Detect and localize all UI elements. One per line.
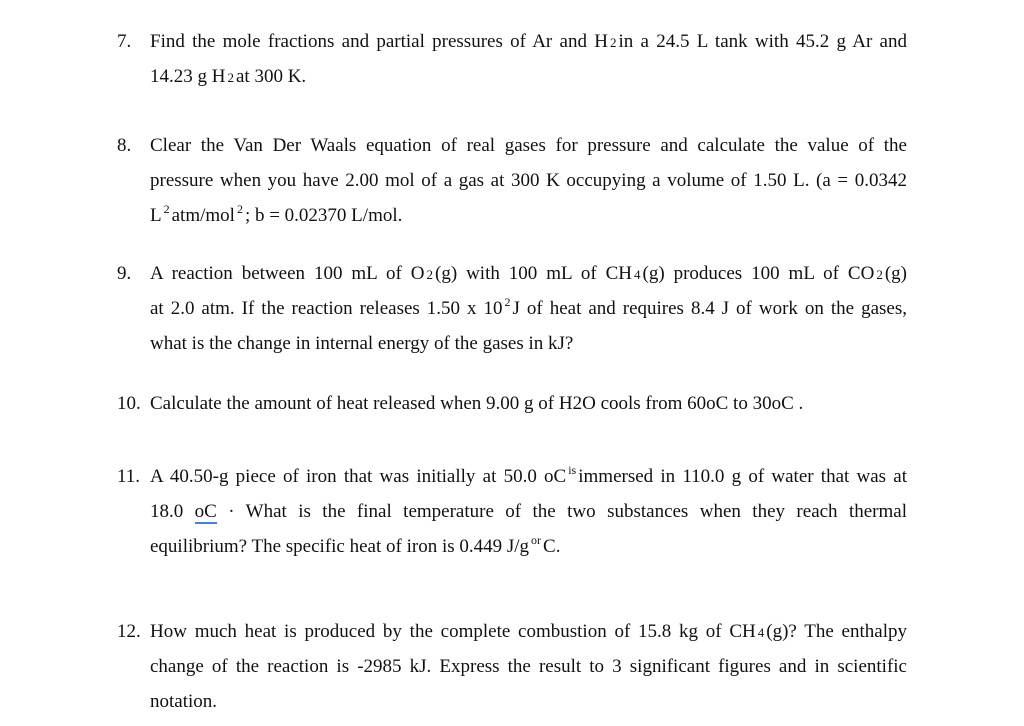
question-line: Clear the Van Der Waals equation of real gases for pressure and calculate the value of the [150, 135, 907, 156]
question-number: 10. [117, 393, 141, 414]
question-line: A reaction between 100 mL of O 2 (g) with 100 mL of CH 4 (g) produces 100 mL of CO 2 (g) [150, 263, 907, 284]
question-line: A 40.50-g piece of iron that was initially at 50.0 oC $^{is}$ immersed in 110.0 g of water that was at [150, 463, 907, 487]
question-7 [117, 31, 907, 101]
question-line: at 2.0 atm. If the reaction releases 1.50 x 10 $^2$ J of heat and requires 8.4 J of work on the gases, [150, 295, 907, 319]
question-line: 14.23 g H 2 at 300 K. [150, 66, 307, 87]
question-line: Calculate the amount of heat released when 9.00 g of H2O cools from 60oC to 30oC . [150, 393, 804, 414]
question-8 [117, 135, 907, 240]
question-11 [117, 463, 907, 571]
question-12 [117, 621, 907, 726]
question-line: what is the change in internal energy of the gases in kJ? [150, 333, 574, 354]
question-number: 8. [117, 135, 132, 156]
question-number: 7. [117, 31, 132, 52]
question-line: notation. [150, 691, 218, 712]
question-number: 9. [117, 263, 132, 284]
question-line: L $^2$ atm/mol $^2$ ; b = 0.02370 L/mol. [150, 202, 403, 226]
spellcheck-underline: oC [194, 501, 217, 522]
question-line: Find the mole fractions and partial pressures of Ar and H 2 in a 24.5 L tank with 45.2 g Ar and [150, 31, 907, 52]
question-line: equilibrium? The specific heat of iron is 0.449 J/g $^{or}$ C. [150, 533, 561, 557]
question-10 [117, 393, 907, 428]
question-line: How much heat is produced by the complete combustion of 15.8 kg of CH 4 (g)? The enthalpy [150, 621, 907, 642]
question-number: 11. [117, 466, 141, 487]
question-number: 12. [117, 621, 141, 642]
question-line: 18.0 oC · What is the final temperature of the two substances when they reach thermal [150, 501, 907, 522]
question-line: pressure when you have 2.00 mol of a gas at 300 K occupying a volume of 1.50 L. (a = 0.0342 [150, 170, 907, 191]
question-line: change of the reaction is -2985 kJ. Express the result to 3 significant figures and in scientific [150, 656, 907, 677]
question-9 [117, 263, 907, 368]
